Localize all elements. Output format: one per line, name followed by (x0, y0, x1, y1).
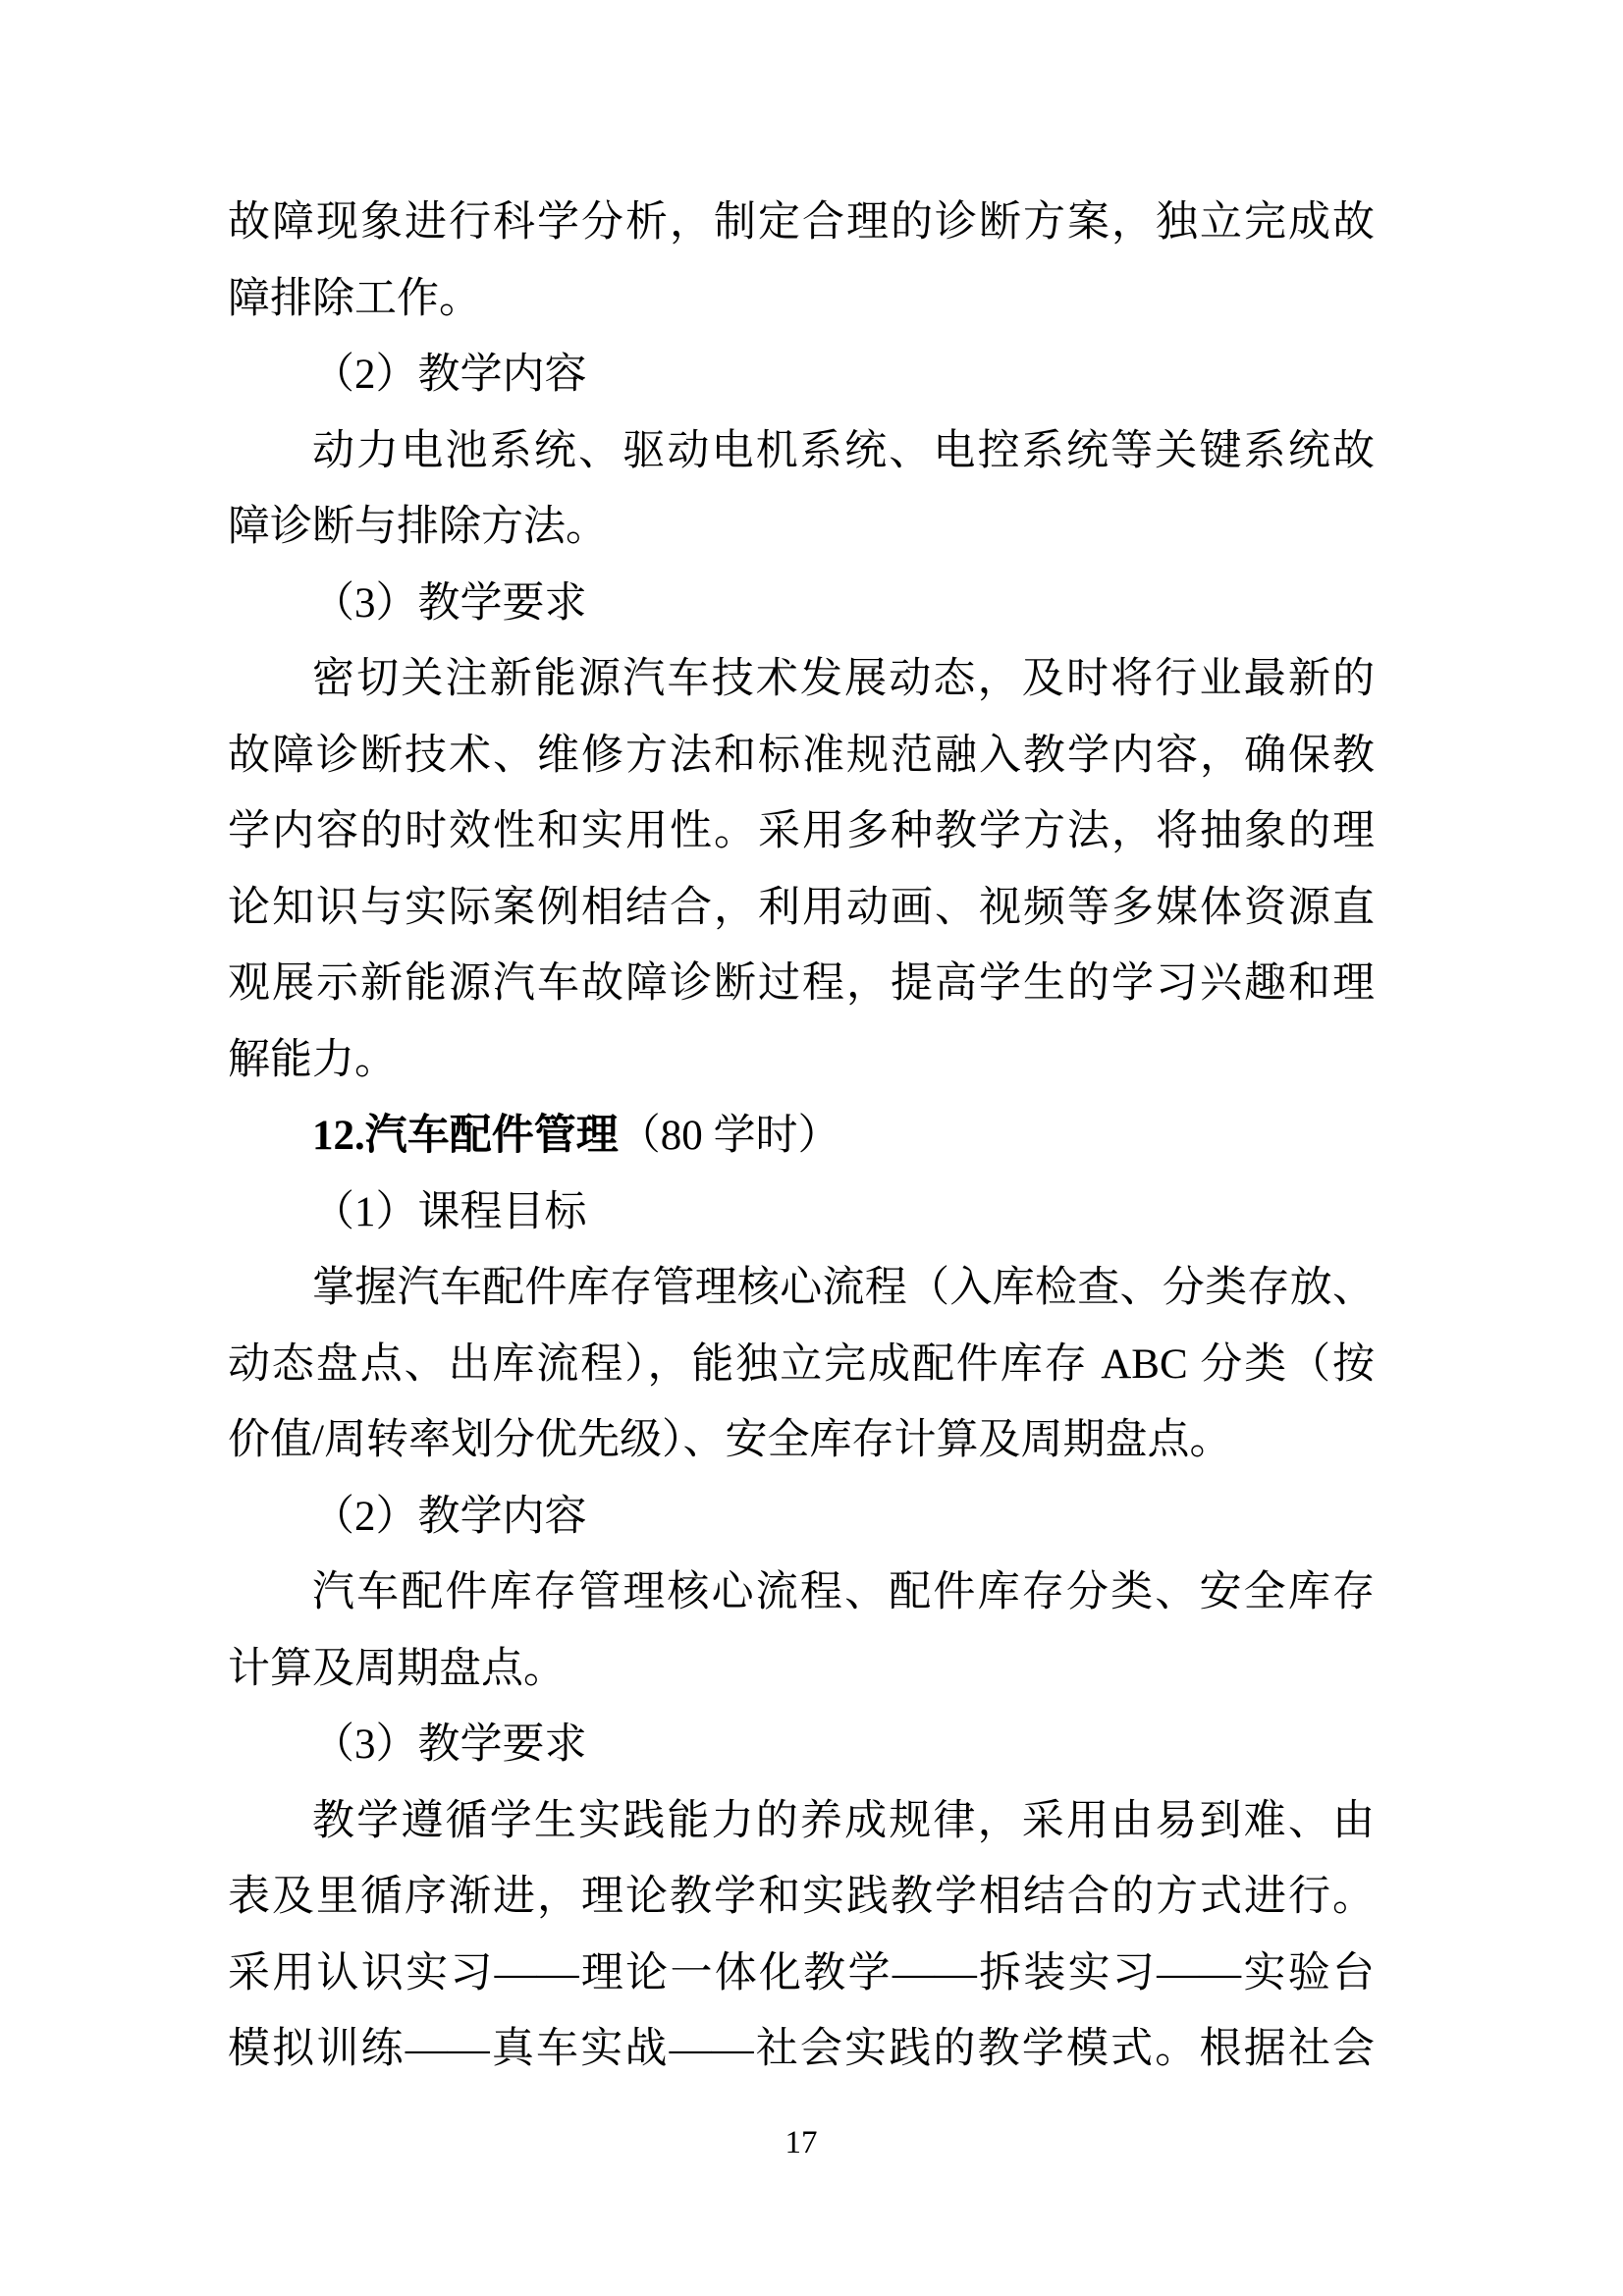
paragraph-line: 故障现象进行科学分析，制定合理的诊断方案，独立完成故 (228, 199, 1375, 246)
paragraph-line: （2）教学内容 (312, 1493, 587, 1540)
paragraph-line: 采用认识实习——理论一体化教学——拆装实习——实验台 (228, 1949, 1375, 1996)
document-text-block (228, 185, 1375, 2088)
heading-title-text: 12.汽车配件管理 (312, 1113, 619, 1159)
paragraph-line: 动态盘点、出库流程），能独立完成配件库存 ABC 分类（按 (228, 1340, 1375, 1388)
paragraph-line: 故障诊断技术、维修方法和标准规范融入教学内容，确保教 (228, 732, 1375, 779)
paragraph-line: （2）教学内容 (312, 352, 587, 398)
page-number: 17 (784, 2125, 818, 2160)
paragraph-line: 价值/周转率划分优先级）、安全库存计算及周期盘点。 (228, 1417, 1232, 1463)
paragraph-line: 模拟训练——真车实战——社会实践的教学模式。根据社会 (228, 2026, 1375, 2072)
paragraph-line: 汽车配件库存管理核心流程、配件库存分类、安全库存 (312, 1569, 1375, 1615)
paragraph-line: 障排除工作。 (228, 275, 481, 322)
heading-hours-text: （80 学时） (618, 1113, 840, 1159)
paragraph-line: 教学遵循学生实践能力的养成规律，采用由易到难、由 (312, 1797, 1375, 1844)
paragraph-line: 解能力。 (228, 1036, 397, 1083)
paragraph-line: 障诊断与排除方法。 (228, 504, 608, 550)
section-heading (228, 1098, 1375, 1175)
paragraph-line: （3）教学要求 (312, 1722, 587, 1768)
paragraph-line: 观展示新能源汽车故障诊断过程，提高学生的学习兴趣和理 (228, 960, 1375, 1007)
paragraph-line: 掌握汽车配件库存管理核心流程（入库检查、分类存放、 (312, 1265, 1375, 1311)
paragraph-line: 密切关注新能源汽车技术发展动态，及时将行业最新的 (312, 656, 1375, 702)
paragraph-line: 动力电池系统、驱动电机系统、电控系统等关键系统故 (312, 427, 1375, 474)
paragraph-line: （3）教学要求 (312, 579, 587, 627)
paragraph-line: 表及里循序渐进，理论教学和实践教学相结合的方式进行。 (228, 1874, 1375, 1920)
paragraph-line: （1）课程目标 (312, 1188, 587, 1235)
paragraph-line: 计算及周期盘点。 (228, 1645, 566, 1692)
paragraph-line: 论知识与实际案例相结合，利用动画、视频等多媒体资源直 (228, 884, 1375, 931)
paragraph-line: 学内容的时效性和实用性。采用多种教学方法，将抽象的理 (228, 808, 1375, 854)
